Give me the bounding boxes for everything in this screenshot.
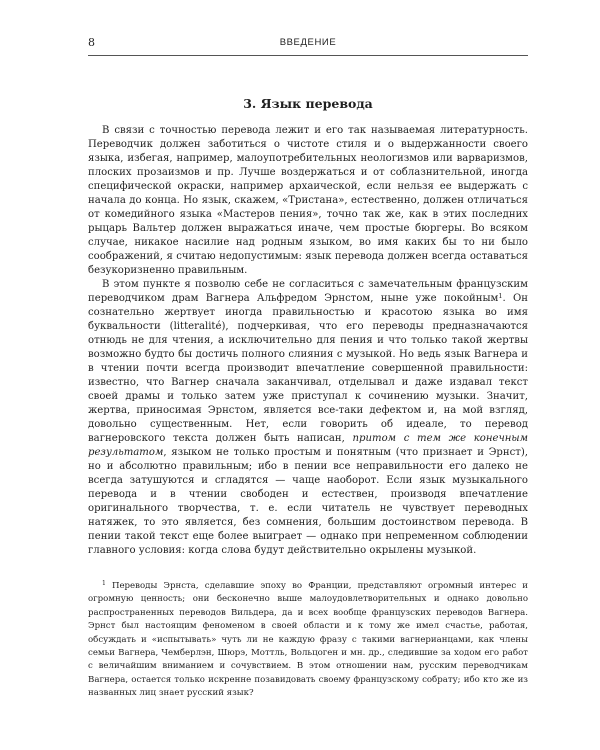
page-header [88, 36, 528, 52]
footnote-text: Переводы Эрнста, сделавшие эпоху во Франции, представляют огромный интерес и огромную ценность; они бесконечно выше малоудовлетворительных и однако довольно распространенных переводов Вильдера, да и всех вообще французских переводов Вагнера. Эрнст был настоящим феноменом в своей области и к тому же имел счастье, работая, обсуждать и «испытывать» чуть ли не каждую фразу с такими вагнерианцами, как члены семьи Вагнера, Чемберлэн, Шюрэ, Моттль, Вольцоген и мн. др., следившие за ходом его работ с величайшим вниманием и сочувствием. В этом отношении нам, русским переводчикам Вагнера, остается только искренне позавидовать своему французскому собрату; ибо кто же из названных лиц знает русский язык? [88, 581, 528, 699]
running-head: ВВЕДЕНИЕ [279, 37, 337, 48]
footnote-text-block [88, 580, 528, 701]
paragraph-text: . Он сознательно жертвует иногда правильностью и красотою языка во имя буквальности (litteralité), подчеркивая, что его переводы предназначаются отнюдь не для чтения, а исключительно для пения и что только такой жертвы возможно будто бы достичь полного слияния с музыкой. Но ведь язык Вагнера и в чтении почти всегда производит впечатление совершенной правильности: известно, что Вагнер сначала заканчивал, отделывал и даже издавал текст своей драмы и только затем уже приступал к сочинению музыки. Значит, жертва, приносимая Эрнстом, является все-таки дефектом и, на мой взгляд, довольно существенным. Нет, если говорить об идеале, то перевод вагнеровского текста должен быть написан, [88, 293, 528, 444]
body-text [88, 124, 528, 558]
paragraph [88, 278, 528, 558]
section-title: 3. Язык перевода [243, 96, 373, 111]
paragraph-text: В этом пункте я позволю себе не согласиться с замечательным французским переводчиком драм Вагнера Альфредом Эрнстом, ныне уже покойным [88, 279, 528, 304]
header-rule [88, 55, 528, 56]
footnote-marker: 1 [102, 580, 106, 587]
footnote-reference: 1 [498, 292, 503, 300]
paragraph: В связи с точностью перевода лежит и его так называемая литературность. Переводчик должен заботиться о чистоте стиля и о выдержанности своего языка, избегая, например, малоупотребительных неологизмов или варваризмов, плоских прозаизмов и пр. Лучше воздержаться и от соблазнительной, иногда специфической окраски, например архаической, если нельзя ее выдержать с начала до конца. Но язык, скажем, «Тристана», естественно, должен отличаться от комедийного языка «Мастеров пения», точно так же, как в этих последних рыцарь Вальтер должен выражаться иначе, чем простые бюргеры. Во всяком случае, никакое насилие над родным языком, во имя каких бы то ни было соображений, я считаю недопустимым: язык перевода должен всегда оставаться безукоризненно правильным. [88, 125, 528, 276]
footnote [88, 580, 528, 701]
paragraph-text: , языком не только простым и понятным (что признает и Эрнст), но и абсолютно правильным; ибо в пении все неправильности его далеко не всегда затушуются и сгладятся — чаще наоборот. Если язык музыкального перевода и в чтении свободен и естествен, производя впечатление оригинального творчества, т. е. если читатель не чувствует переводных натяжек, то это является, без сомнения, большим достоинством перевода. В пении такой текст еще более выиграет — однако при непременном соблюдении главного условия: когда слова будут действительно окрылены музыкой. [88, 447, 528, 556]
italic-phrase: притом с тем же конечным результатом [88, 433, 528, 458]
page-number: 8 [88, 36, 95, 49]
